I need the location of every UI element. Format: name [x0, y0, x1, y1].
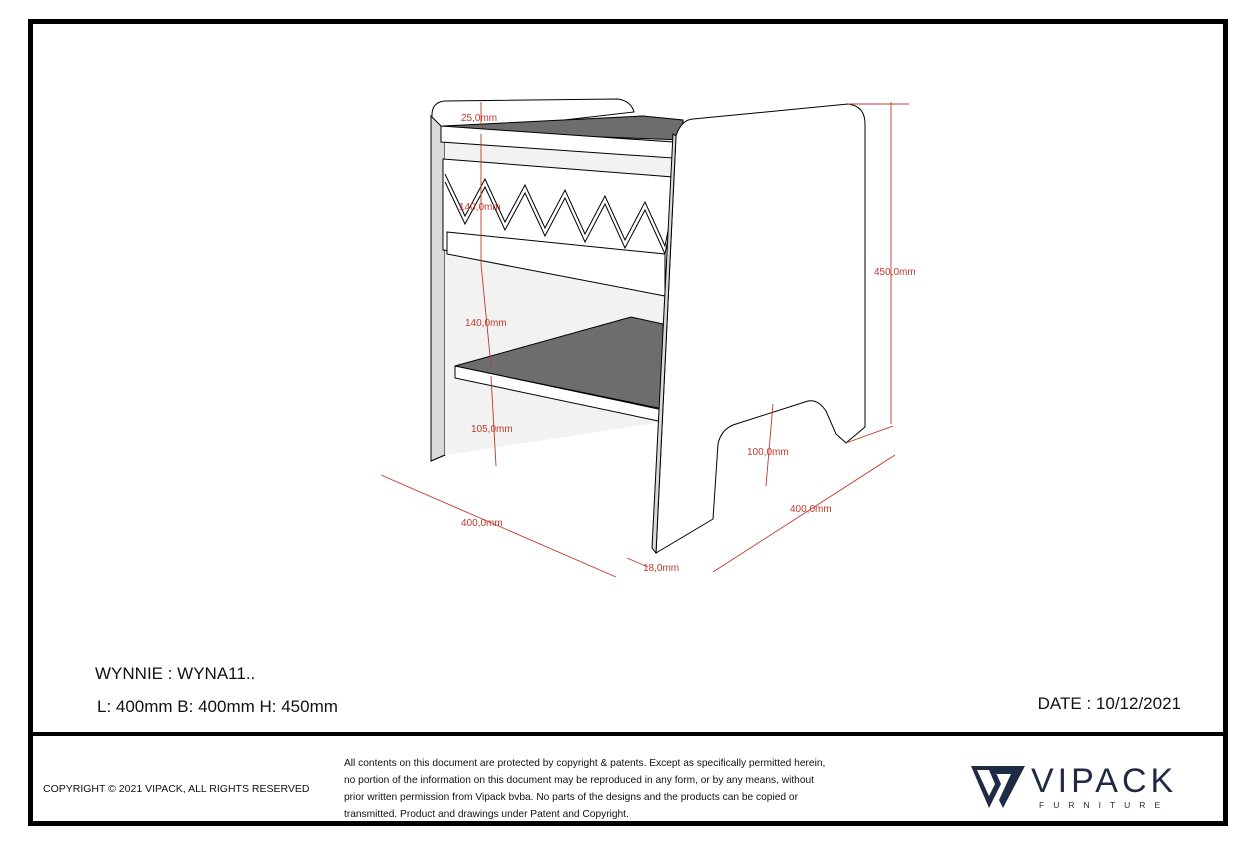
dim-shelf-gap: 140,0mm [465, 318, 507, 329]
dim-cutout-height: 100,0mm [747, 447, 789, 458]
legal-line: All contents on this document are protected by copyright & patents. Except as specifically permitted herein, [344, 758, 826, 769]
technical-drawing [33, 24, 1223, 732]
logo-wordmark: VIPACK [1031, 762, 1178, 800]
dim-panel-thickness: 18,0mm [643, 563, 680, 574]
dim-drawer-height: 140,0mm [459, 202, 501, 213]
dim-depth-left: 400,0mm [461, 518, 503, 529]
copyright-notice: COPYRIGHT © 2021 VIPACK, ALL RIGHTS RESERVED [43, 783, 310, 795]
drawing-date [1038, 694, 1181, 714]
legal-line: transmitted. Product and drawings under Patent and Copyright. [344, 809, 629, 820]
date-label: DATE : [1037, 694, 1096, 713]
product-measurements: L: 400mm B: 400mm H: 450mm [97, 697, 338, 716]
product-title: WYNNIE : WYNA11.. [95, 664, 256, 683]
dim-top-thickness: 25,0mm [461, 113, 498, 124]
vipack-logo-icon [969, 762, 1027, 812]
legal-line: no portion of the information on this document may be reproduced in any form, or by any means, without [344, 775, 815, 786]
dim-total-height: 450,0mm [874, 267, 916, 278]
logo-subtitle: FURNITURE [1039, 800, 1170, 810]
dim-width-right: 400,0mm [790, 504, 832, 515]
right-side-panel [656, 104, 865, 553]
drawing-sheet [28, 19, 1228, 826]
vipack-logo [969, 760, 1194, 816]
legal-notice [344, 755, 884, 823]
dim-bottom-gap: 105,0mm [471, 424, 513, 435]
legal-line: prior written permission from Vipack bvba. No parts of the designs and the products can be copied or [344, 792, 798, 803]
footer-divider [33, 732, 1223, 736]
date-value: 10/12/2021 [1095, 694, 1181, 713]
